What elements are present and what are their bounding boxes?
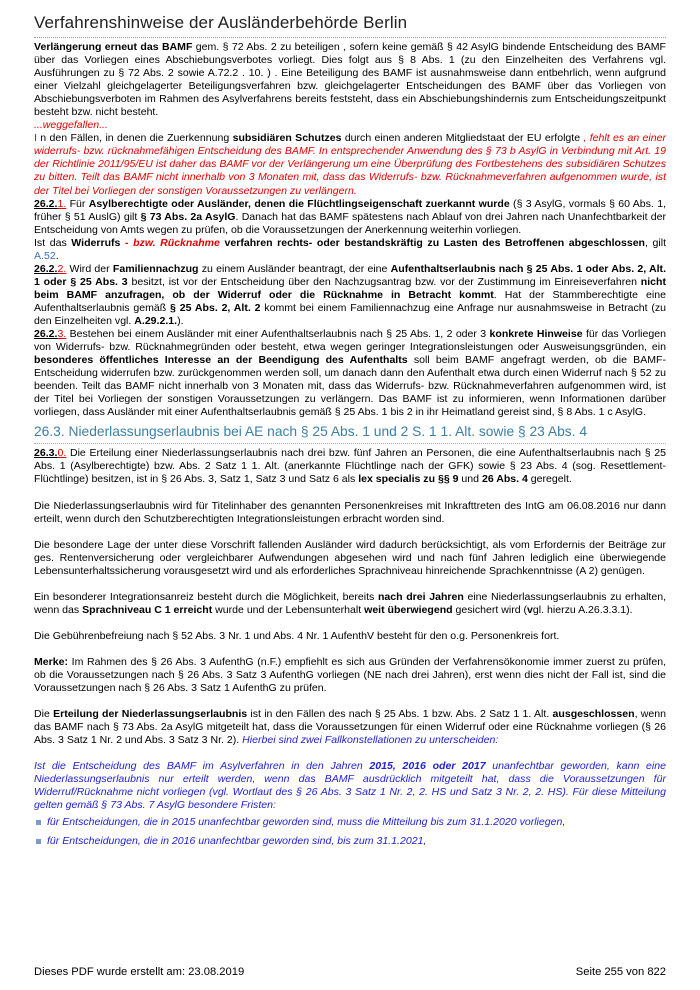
- bold-text: A.29.2.1.: [134, 314, 178, 327]
- bold-text: konkrete Hinweise: [489, 328, 583, 341]
- bold-text: 2015, 2016 oder 2017: [369, 760, 486, 773]
- bold-text: Widerrufs: [71, 236, 121, 249]
- bold-text: 26 Abs. 4: [481, 473, 528, 486]
- text: besitzt, ist vor der Entscheidung über den Nachzugsantrag bzw. vor der Zustimmung im Einreiseverfahren: [127, 275, 641, 288]
- paragraph-gebuehrenbefreiung: Die Gebührenbefreiung nach § 52 Abs. 3 Nr. 1 und Abs. 4 Nr. 1 AufenthV besteht für den o.g. Personenkreis fort.: [34, 629, 560, 642]
- section-number: 26.2.: [34, 328, 58, 341]
- text: und: [458, 473, 482, 486]
- section-number-suffix: 0.: [57, 447, 67, 460]
- bold-text: subsidiären Schutzes: [232, 132, 342, 145]
- text: geregelt.: [527, 473, 572, 486]
- text: Ist das: [34, 236, 72, 249]
- text: (§ 3 AsylG, vormals § 60 Abs. 1, früher § 51 AuslG) gilt: [34, 197, 667, 223]
- paragraph-integrationsanreiz: [34, 591, 666, 617]
- text: Die: [34, 708, 54, 721]
- text: . Danach hat das BAMF spätestens nach Ablauf von drei Jahren nach Unanfechtbarkeit der Entscheidung von Amts wegen zu prüfen, ob die Voraussetzungen der Anerkennung weiterhin vorliegen.: [34, 210, 666, 236]
- title-divider: [34, 37, 666, 38]
- text: zu einem Ausländer beantragt, der eine: [198, 262, 391, 275]
- weggefallen-note: ...weggefallen...: [34, 119, 108, 132]
- bold-text: § 73 Abs. 2a AsylG: [140, 210, 236, 223]
- text: Für: [66, 197, 89, 210]
- bold-text: weit überwiegend: [364, 603, 453, 616]
- bold-text: ausgeschlossen: [552, 708, 635, 721]
- bold-text: Familiennachzug: [112, 262, 199, 275]
- bold-text: Merke:: [34, 655, 68, 668]
- section-number-suffix: 2.: [57, 262, 67, 275]
- section-number: 26.2.: [34, 197, 58, 210]
- text: gl. hierzu A.26.3.3.1).: [532, 603, 633, 616]
- red-italic-text: , fehlt es an einer widerrufs- bzw. rücknahmefähigen Entscheidung des BAMF. In entsprechender Anwendung des § 73 b AsylG in Verbindung mit Art. 19 der Richtlinie 2011/95/EU ist daher das BAMF vor der Verlängerung um eine Überprüfung des Fortbestehens des subsidiären Schutzes zu bitten. Teilt das BAMF nicht innerhalb von 3 Monaten mit, dass das Widerrufs- bzw. Rücknahmeverfahren aufgenommen wurde, ist der Titel bei Vorliegen der sonstigen Voraussetzungen zu verlängern.: [34, 132, 666, 197]
- text: Ist die Entscheidung des BAMF im Asylverfahren in den Jahren: [34, 760, 370, 773]
- bold-text: v: [527, 603, 533, 616]
- section-number: 26.3.: [34, 447, 58, 460]
- text: Wird der: [66, 262, 113, 275]
- text: soll beim BAMF angefragt werden, ob die BAMF-Entscheidung widerrufen bzw. zurückgenommen werden soll, um danach dann den Aufenthalt etwa durch einen Widerruf nach § 52 zu beenden. Teilt das BAMF nicht innerhalb von 3 Monaten mit, dass das Widerrufs- bzw. Rücknahmeverfahren aufgenommen wird, ist der Titel bei Vorliegen der sonstigen Voraussetzungen zu verlängern. Das BAMF ist zu informieren, wenn Informationen darüber vorliegen, dass Ausländer mit einer Aufenthaltserlaubnis gemäß § 25 Abs. 1 bis 2 in ihr Heimatland gereist sind, § 8 Abs. 1 c AsylG.: [34, 354, 666, 419]
- list-item-text: für Entscheidungen, die in 2015 unanfechtbar geworden sind, muss die Mitteilung bis zum 31.1.2020 vorliegen,: [47, 816, 566, 829]
- bold-text: nicht beim BAMF anzufragen, ob der Widerruf oder die Rücknahme in Betracht kommt: [34, 275, 666, 301]
- paragraph-fallkonstellation: [34, 760, 666, 812]
- document-page: [34, 0, 666, 990]
- list-item: [34, 835, 666, 848]
- bold-text: besonderes öffentliches Interesse an der Beendigung des Aufenthalts: [34, 354, 408, 367]
- section-number: 26.2.: [34, 262, 58, 275]
- paragraph-erteilung: [34, 708, 666, 747]
- paragraph-26-3-0: [34, 447, 666, 486]
- list-item: [34, 816, 666, 829]
- paragraph-widerruf: [34, 237, 666, 263]
- document-title: Verfahrenshinweise der Ausländerbehörde Berlin: [34, 13, 408, 32]
- bold-text: Sprachniveau C 1 erreicht: [82, 603, 213, 616]
- paragraph-intg: Die Niederlassungserlaubnis wird für Titelinhaber des genannten Personenkreises mit Inkrafttreten des IntG am 06.08.2016 nur dann erteilt, wenn durch den Schutzberechtigten Integrationsleistungen erbracht worden sind.: [34, 499, 666, 525]
- text: ).: [177, 314, 184, 327]
- text: für das Vorliegen von Widerrufs- bzw. Rücknahmegründen oder besteht, etwa wegen geringer Integrationsleistungen oder Ausweisungsgründen, ein: [34, 328, 666, 354]
- text: Die Erteilung einer Niederlassungserlaubnis nach drei bzw. fünf Jahren an Personen, die eine Aufenthaltserlaubnis nach § 25 Abs. 1 (Asylberechtigte) bzw. Abs. 2 Satz 1 1. Alt. (anerkannte Flüchtlinge nach der GFK) sowie § 23 Abs. 4 (sog. Resettlement-Flüchtlinge) besitzen, ist in § 26 Abs. 3, Satz 1, Satz 3 und Satz 6 als: [34, 447, 666, 486]
- red-bold-text: - bzw. Rücknahme: [120, 236, 220, 249]
- bold-text: Aufenthaltserlaubnis nach § 25 Abs. 1 oder Abs. 2, Alt. 1 oder § 25 Abs. 3: [34, 262, 667, 288]
- paragraph-subsidiaerer-schutz: [34, 132, 666, 197]
- text: , gilt: [645, 236, 667, 249]
- text: .: [55, 249, 59, 262]
- blue-italic-text: Hierbei sind zwei Fallkonstellationen zu unterscheiden:: [242, 734, 499, 747]
- text: Im Rahmen des § 26 Abs. 3 AufenthG (n.F.) empfiehlt es sich aus Gründen der Verfahrensökonomie immer zuerst zu prüfen, ob die Voraussetzungen nach § 26 Abs. 3 Satz 3 AufenthG vorliegen (NE nach drei Jahren), erst wenn dies nicht der Fall ist, sind die Voraussetzungen nach § 26 Abs. 3 Satz 1 AufenthG zu prüfen.: [34, 655, 666, 694]
- paragraph-26-2-2: [34, 263, 666, 328]
- bold-text: Asylberechtigte oder Ausländer, denen die Flüchtlingseigenschaft zuerkannt wurde: [88, 197, 510, 210]
- paragraph-26-2-3: [34, 328, 666, 419]
- text: gem. § 72 Abs. 2 zu beteiligen , sofern keine gemäß § 42 AsylG bindende Entscheidung des BAMF über das Vorliegen eines Abschiebungsverbotes vorliegt. Dies folgt aus § 8 Abs. 1 (zu den Einzelheiten des Verfahrens vgl. Ausführungen zu § 72 Abs. 2 sowie A.72.2 . 10. ) . Eine Beteiligung des BAMF ist ausnahmsweise dann entbehrlich, wenn aufgrund einer Vielzahl gleichgelagerter Beteiligungsverfahren bzw. gleichgelagerter Entscheidungen des BAMF über das Vorliegen von Abschiebungsverboten im Rahmen des Asylverfahrens bereits feststeht, dass ein Abschiebungshindernis zum Entscheidungszeitpunkt besteht bzw. nicht besteht.: [34, 41, 666, 119]
- paragraph-verlaengerung: [34, 41, 666, 119]
- text: wurde und der Lebensunterhalt: [212, 603, 365, 616]
- text: . Hat der Stammberechtigte eine Aufenthaltserlaubnis gemäß: [34, 288, 666, 314]
- bullet-square-icon: [36, 820, 41, 825]
- document-body: [34, 41, 666, 854]
- paragraph-besondere-lage: Die besondere Lage der unter diese Vorschrift fallenden Ausländer wird dadurch berücksichtigt, als vom Erfordernis der Beiträge zur ges. Rentenversicherung oder vergleichbarer Aufwendungen abgesehen wird und nach fünf Jahren lediglich eine überwiegende Lebensunterhaltssicherung vorausgesetzt wird und als erforderliches Sprachniveau hinreichende Sprachkenntnisse (A 2) genügen.: [34, 538, 666, 577]
- section-number-suffix: 1.: [57, 197, 67, 210]
- text: unanfechtbar geworden, kann eine Niederlassungserlaubnis nur erteilt werden, wenn das BAMF ausdrücklich mitgeteilt hat, dass die Voraussetzungen für Widerruf/Rücknahme nicht vorliegen (vgl. Wortlaut des § 26 Abs. 3 Satz 1 Nr. 2, 2. HS und Satz 3 Nr. 2, 2. HS). Für diese Mitteilung gelten gemäß § 73 Abs. 7 AsylG besondere Fristen:: [34, 760, 666, 812]
- text: durch einen anderen Mitgliedstaat der EU erfolgte: [341, 132, 584, 145]
- text: n den Fällen, in denen die Zuerkennung: [36, 132, 233, 145]
- created-date: Dieses PDF wurde erstellt am: 23.08.2019: [34, 966, 245, 978]
- bold-text: nach drei Jahren: [377, 590, 464, 603]
- bold-text: § 25 Abs. 2, Alt. 2: [170, 301, 261, 314]
- text: eine Niederlassungserlaubnis zu erhalten, wenn das: [34, 590, 667, 616]
- reference-link[interactable]: A.52: [34, 249, 56, 262]
- bold-text: lex specialis zu §§ 9: [358, 473, 459, 486]
- bold-text: verfahren rechts- oder bestandskräftig zu Lasten des Betroffenen abgeschlossen: [219, 236, 646, 249]
- bold-text: Erteilung der Niederlassungserlaubnis: [53, 708, 248, 721]
- paragraph-26-2-1: [34, 198, 666, 237]
- red-text: I: [34, 132, 37, 145]
- text: Ein besonderer Integrationsanreiz besteht durch die Möglichkeit, bereits: [34, 590, 378, 603]
- page-number: Seite 255 von 822: [575, 966, 666, 978]
- bullet-square-icon: [36, 839, 41, 844]
- bold-text: Verlängerung erneut das BAMF: [34, 41, 193, 53]
- paragraph-merke: [34, 656, 666, 695]
- text: , wenn das BAMF nach § 73 Abs. 2a AsylG mitgeteilt hat, dass die Voraussetzungen für einen Widerruf oder eine Rücknahme vorliegen (§ 26 Abs. 3 Satz 1 Nr. 2 und Abs. 3 Satz 3 Nr. 2).: [34, 708, 666, 747]
- text: Bestehen bei einem Ausländer mit einer Aufenthaltserlaubnis nach § 25 Abs. 1, 2 oder 3: [66, 328, 490, 341]
- deadline-list: [34, 816, 666, 848]
- list-item-text: für Entscheidungen, die in 2016 unanfechtbar geworden sind, bis zum 31.1.2021,: [47, 835, 427, 848]
- text: kommt bei einem Familiennachzug eine Anfrage nur ausnahmsweise in Betracht (zu den Einzelheiten vgl.: [34, 301, 666, 327]
- text: gesichert wird (: [452, 603, 528, 616]
- section-number-suffix: 3.: [57, 328, 67, 341]
- section-heading-26-3: 26.3. Niederlassungserlaubnis bei AE nach § 25 Abs. 1 und 2 S. 1 1. Alt. sowie § 23 Abs. 4: [34, 424, 666, 444]
- text: ist in den Fällen des nach § 25 Abs. 1 bzw. Abs. 2 Satz 1 1. Alt.: [247, 708, 553, 721]
